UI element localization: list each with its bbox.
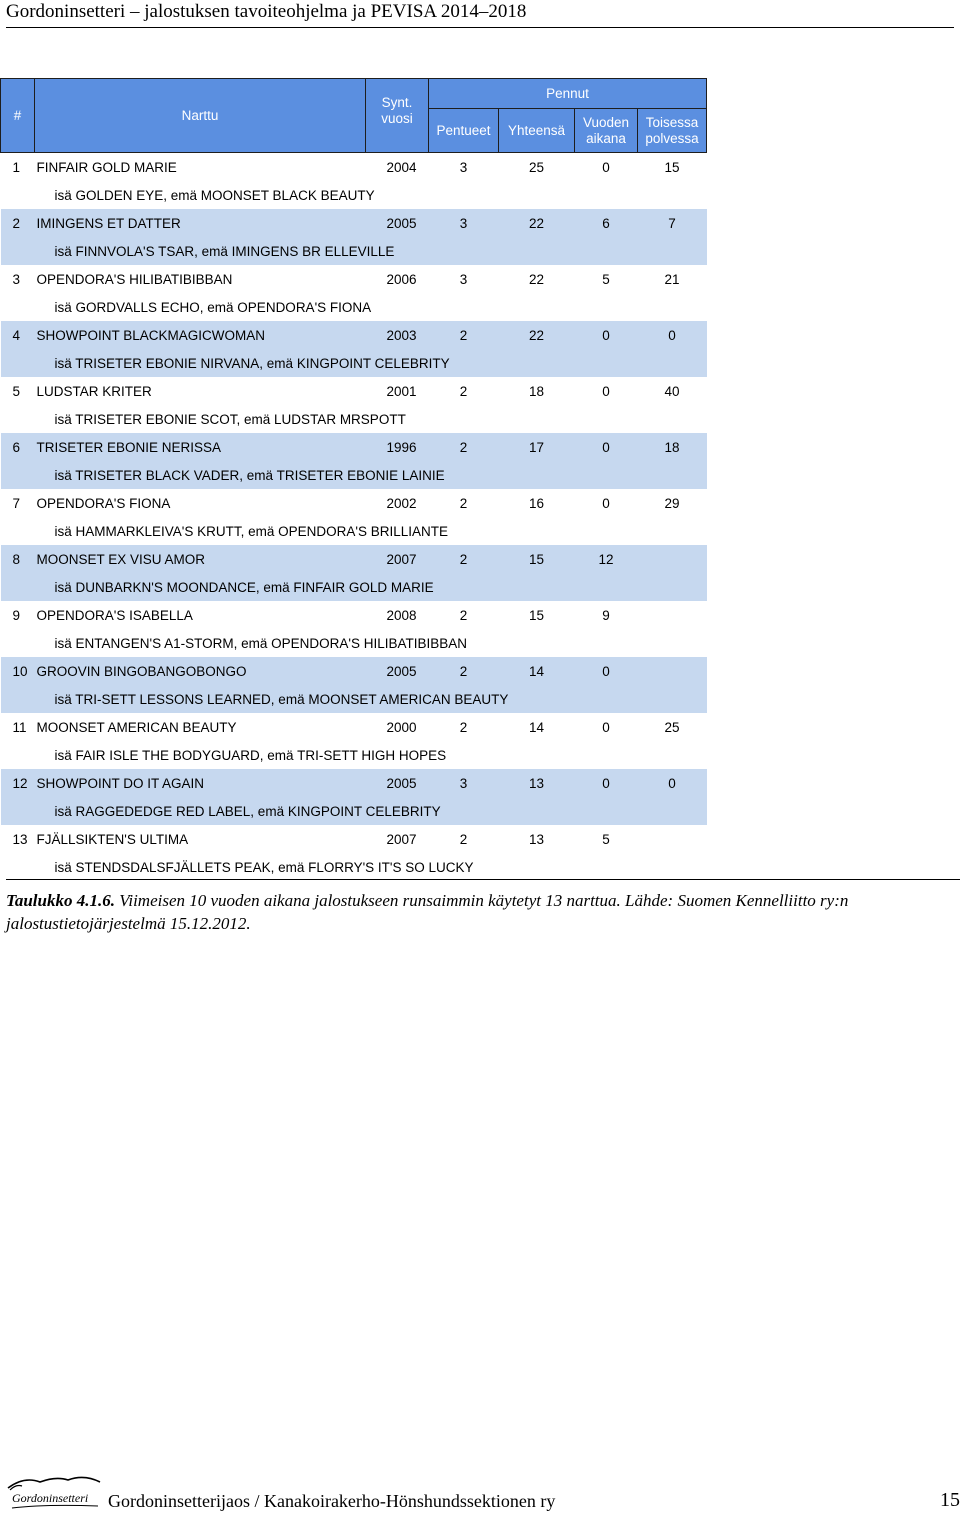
row-num: 4 [1,321,35,349]
row-num: 7 [12,495,21,511]
header-num: # [1,79,35,153]
table-row-parents [1,293,707,321]
row-num: 5 [12,383,21,399]
puppies-second-gen: 15 [664,159,680,175]
header-year: Synt. vuosi [366,79,429,153]
dam-name: SHOWPOINT DO IT AGAIN [35,769,366,797]
parents-info: isä DUNBARKN'S MOONDANCE, emä FINFAIR GOLD MARIE [1,573,707,601]
caption-label: Taulukko 4.1.6. [6,891,115,910]
parents-info: isä GOLDEN EYE, emä MOONSET BLACK BEAUTY [54,187,375,203]
table-row-parents [1,573,707,601]
litters-count: 3 [429,209,499,237]
puppies-total: 14 [528,719,545,735]
puppies-decade: 9 [602,607,610,623]
dog-logo-icon [6,1474,102,1510]
dam-name: SHOWPOINT BLACKMAGICWOMAN [35,321,366,349]
row-num: 2 [1,209,35,237]
table-row-parents [1,685,707,713]
row-num: 13 [12,831,28,847]
puppies-second-gen: 7 [638,209,707,237]
header-name: Narttu [35,79,366,153]
dam-name: OPENDORA'S ISABELLA [36,607,193,623]
parents-info: isä RAGGEDEDGE RED LABEL, emä KINGPOINT CELEBRITY [1,797,707,825]
birth-year: 2003 [366,321,429,349]
puppies-total: 15 [528,607,545,623]
row-num: 11 [12,719,27,735]
header-pennut: Pennut [429,79,707,109]
table-row [1,153,707,182]
puppies-second-gen [638,601,707,629]
puppies-decade: 0 [575,433,638,461]
litters-count: 2 [459,831,468,847]
table-row [1,769,707,797]
header-decade: Vuoden aikana [575,109,638,153]
dam-name: FINFAIR GOLD MARIE [36,159,177,175]
birth-year: 2005 [366,209,429,237]
row-num: 3 [12,271,21,287]
puppies-second-gen [638,657,707,685]
table-row-parents [1,797,707,825]
row-num: 12 [1,769,35,797]
table-row [1,601,707,629]
birth-year: 2004 [386,159,417,175]
birth-year: 2007 [386,831,417,847]
table-row-parents [1,461,707,489]
parents-info: isä TRI-SETT LESSONS LEARNED, emä MOONSET AMERICAN BEAUTY [1,685,707,713]
birth-year: 2005 [366,769,429,797]
litters-count: 2 [459,607,468,623]
dams-table [0,78,707,881]
table-row [1,265,707,293]
parents-info: isä TRISETER BLACK VADER, emä TRISETER EBONIE LAINIE [1,461,707,489]
puppies-total: 22 [528,271,545,287]
table-row [1,209,707,237]
birth-year: 2007 [366,545,429,573]
puppies-second-gen: 21 [664,271,680,287]
birth-year: 2006 [386,271,417,287]
parents-info: isä STENDSDALSFJÄLLETS PEAK, emä FLORRY'S IT'S SO LUCKY [54,859,474,875]
parents-info: isä TRISETER EBONIE NIRVANA, emä KINGPOINT CELEBRITY [1,349,707,377]
table-row-parents [1,517,707,545]
table-row [1,377,707,405]
header-litters: Pentueet [429,109,499,153]
dam-name: MOONSET EX VISU AMOR [35,545,366,573]
litters-count: 2 [429,657,499,685]
puppies-decade: 0 [602,383,610,399]
puppies-total: 22 [499,321,575,349]
puppies-decade: 5 [602,271,610,287]
dam-name: MOONSET AMERICAN BEAUTY [36,719,237,735]
litters-count: 3 [459,271,468,287]
puppies-second-gen: 0 [638,321,707,349]
table-row-parents [1,853,707,881]
birth-year: 2005 [366,657,429,685]
puppies-decade: 12 [575,545,638,573]
table-caption [6,879,960,935]
footer-org: Gordoninsetterijaos / Kanakoirakerho-Hönshundssektionen ry [108,1491,556,1511]
table-row [1,825,707,853]
dam-name: TRISETER EBONIE NERISSA [35,433,366,461]
puppies-second-gen: 25 [664,719,680,735]
dam-name: OPENDORA'S FIONA [36,495,171,511]
puppies-total: 13 [528,831,545,847]
table-row [1,321,707,349]
litters-count: 3 [429,769,499,797]
parents-info: isä ENTANGEN'S A1-STORM, emä OPENDORA'S HILIBATIBIBBAN [54,635,468,651]
dam-name: FJÄLLSIKTEN'S ULTIMA [36,831,189,847]
dam-name: IMINGENS ET DATTER [35,209,366,237]
puppies-second-gen: 40 [664,383,680,399]
birth-year: 1996 [366,433,429,461]
litters-count: 3 [459,159,468,175]
header-total: Yhteensä [499,109,575,153]
litters-count: 2 [429,433,499,461]
puppies-total: 25 [528,159,545,175]
page-number: 15 [940,1489,960,1511]
dam-name: LUDSTAR KRITER [36,383,152,399]
dam-name: OPENDORA'S HILIBATIBIBBAN [36,271,233,287]
table-row [1,657,707,685]
puppies-total: 22 [499,209,575,237]
parents-info: isä HAMMARKLEIVA'S KRUTT, emä OPENDORA'S BRILLIANTE [54,523,448,539]
table-row-parents [1,349,707,377]
table-row [1,713,707,741]
puppies-total: 14 [499,657,575,685]
puppies-total: 17 [499,433,575,461]
document-title: Gordoninsetteri – jalostuksen tavoiteohjelma ja PEVISA 2014–2018 [6,1,527,22]
birth-year: 2008 [386,607,417,623]
table-row-parents [1,405,707,433]
puppies-total: 18 [528,383,545,399]
puppies-decade: 0 [602,159,610,175]
table-row [1,545,707,573]
table-row [1,489,707,517]
litters-count: 2 [459,495,468,511]
table-row-parents [1,741,707,769]
row-num: 8 [1,545,35,573]
litters-count: 2 [459,719,468,735]
table-row-parents [1,629,707,657]
row-num: 6 [1,433,35,461]
puppies-decade: 0 [575,657,638,685]
header-second-gen: Toisessa polvessa [638,109,707,153]
table-row [1,433,707,461]
puppies-decade: 0 [602,719,610,735]
puppies-decade: 0 [575,321,638,349]
puppies-second-gen: 29 [664,495,680,511]
birth-year: 2002 [386,495,417,511]
puppies-decade: 0 [575,769,638,797]
logo-text: Gordoninsetteri [12,1491,89,1505]
litters-count: 2 [429,545,499,573]
document-header [6,0,954,28]
puppies-decade: 5 [602,831,610,847]
dam-name: GROOVIN BINGOBANGOBONGO [35,657,366,685]
parents-info: isä GORDVALLS ECHO, emä OPENDORA'S FIONA [54,299,372,315]
puppies-total: 13 [499,769,575,797]
puppies-second-gen: 0 [638,769,707,797]
parents-info: isä TRISETER EBONIE SCOT, emä LUDSTAR MRSPOTT [54,411,406,427]
parents-info: isä FAIR ISLE THE BODYGUARD, emä TRI-SETT HIGH HOPES [54,747,447,763]
puppies-total: 15 [499,545,575,573]
puppies-second-gen [638,545,707,573]
page-footer [6,1474,960,1514]
row-num: 1 [12,159,21,175]
litters-count: 2 [459,383,468,399]
puppies-second-gen [638,825,707,853]
parents-info: isä FINNVOLA'S TSAR, emä IMINGENS BR ELLEVILLE [1,237,707,265]
puppies-decade: 0 [602,495,610,511]
caption-text: Viimeisen 10 vuoden aikana jalostukseen runsaimmin käytetyt 13 narttua. Lähde: Suomen Kennelliitto ry:n jalostustietojärjestelmä 15.12.2012. [6,891,849,933]
row-num: 9 [12,607,21,623]
birth-year: 2000 [386,719,417,735]
birth-year: 2001 [386,383,417,399]
row-num: 10 [1,657,35,685]
table-row-parents [1,237,707,265]
litters-count: 2 [429,321,499,349]
puppies-decade: 6 [575,209,638,237]
table-row-parents [1,181,707,209]
puppies-second-gen: 18 [638,433,707,461]
puppies-total: 16 [528,495,545,511]
